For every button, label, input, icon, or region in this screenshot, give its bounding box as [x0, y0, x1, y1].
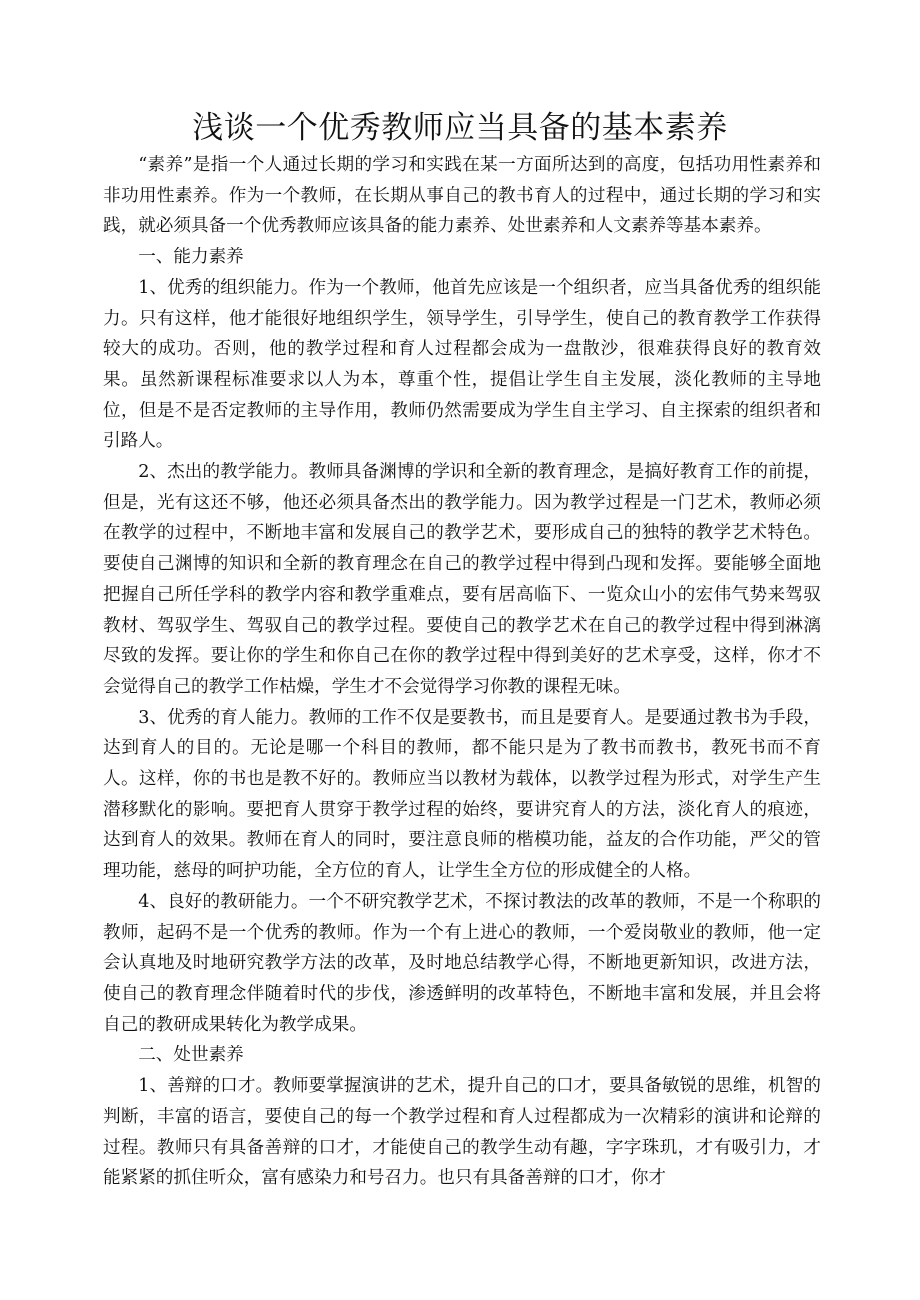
paragraph-eloquence: 1、善辩的口才。教师要掌握演讲的艺术，提升自己的口才，要具备敏锐的思维，机智的判断，丰富的语言，要使自己的每一个教学过程和育人过程都成为一次精彩的演讲和论辩的过程。教师只有具备善辩的口才，才能使自己的教学生动有趣，字字珠玑，才有吸引力，才能紧紧的抓住听众，富有感染力和号召力。也只有具备善辩的口才，你才: [103, 1076, 821, 1189]
section-heading-ability: 一、能力素养: [138, 247, 244, 268]
document-body: [103, 150, 821, 1194]
paragraph-teaching-ability: 2、杰出的教学能力。教师具备渊博的学识和全新的教育理念，是搞好教育工作的前提，但是，光有这还不够，他还必须具备杰出的教学能力。因为教学过程是一门艺术，教师必须在教学的过程中，不断地丰富和发展自己的教学艺术，要形成自己的独特的教学艺术特色。要使自己渊博的知识和全新的教育理念在自己的教学过程中得到凸现和发挥。要能够全面地把握自己所任学科的教学内容和教学重难点，要有居高临下、一览众山小的宏伟气势来驾驭教材、驾驭学生、驾驭自己的教学过程。要使自己的教学艺术在自己的教学过程中得到淋漓尽致的发挥。要让你的学生和你自己在你的教学过程中得到美好的艺术享受，这样，你才不会觉得自己的教学工作枯燥，学生才不会觉得学习你教的课程无味。: [103, 462, 821, 697]
document-title: 浅谈一个优秀教师应当具备的基本素养: [192, 110, 728, 146]
intro-paragraph: “素养”是指一个人通过长期的学习和实践在某一方面所达到的高度，包括功用性素养和非功用性素养。作为一个教师，在长期从事自己的教书育人的过程中，通过长期的学习和实践，就必须具备一个优秀教师应该具备的能力素养、处世素养和人文素养等基本素养。: [103, 155, 821, 237]
paragraph-organization-ability: 1、优秀的组织能力。作为一个教师，他首先应该是一个组织者，应当具备优秀的组织能力。只有这样，他才能很好地组织学生，领导学生，引导学生，使自己的教育教学工作获得较大的成功。否则，他的教学过程和育人过程都会成为一盘散沙，很难获得良好的教育效果。虽然新课程标准要求以人为本，尊重个性，提倡让学生自主发展，淡化教师的主导地位，但是不是否定教师的主导作用，教师仍然需要成为学生自主学习、自主探索的组织者和引路人。: [103, 277, 821, 452]
section-heading-conduct: 二、处世素养: [138, 1045, 244, 1066]
paragraph-educating-ability: 3、优秀的育人能力。教师的工作不仅是要教书，而且是要育人。是要通过教书为手段，达到育人的目的。无论是哪一个科目的教师，都不能只是为了教书而教书，教死书而不育人。这样，你的书也是教不好的。教师应当以教材为载体，以教学过程为形式，对学生产生潜移默化的影响。要把育人贯穿于教学过程的始终，要讲究育人的方法，淡化育人的痕迹，达到育人的效果。教师在育人的同时，要注意良师的楷模功能，益友的合作功能，严父的管理功能，慈母的呵护功能，全方位的育人，让学生全方位的形成健全的人格。: [103, 707, 821, 882]
paragraph-research-ability: 4、良好的教研能力。一个不研究教学艺术，不探讨教法的改革的教师，不是一个称职的教师，起码不是一个优秀的教师。作为一个有上进心的教师，一个爱岗敬业的教师，他一定会认真地及时地研究教学方法的改革，及时地总结教学心得，不断地更新知识，改进方法，使自己的教育理念伴随着时代的步伐，渗透鲜明的改革特色，不断地丰富和发展，并且会将自己的教研成果转化为教学成果。: [103, 891, 821, 1035]
